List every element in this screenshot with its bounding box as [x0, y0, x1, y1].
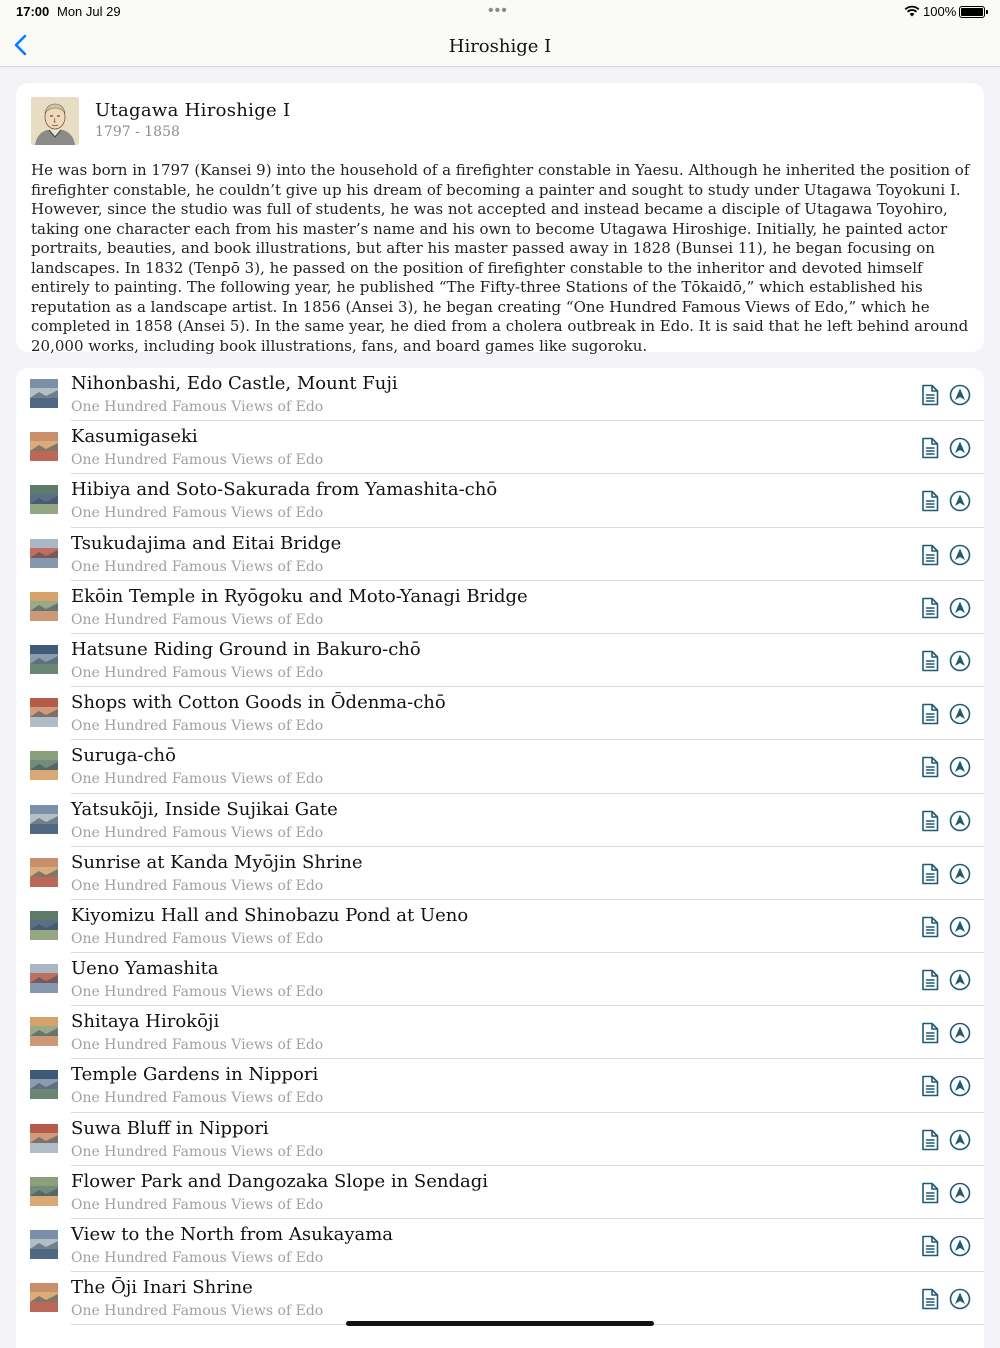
document-icon[interactable] [920, 810, 940, 832]
document-icon[interactable] [920, 756, 940, 778]
ar-view-icon[interactable] [949, 1022, 971, 1044]
artwork-title: Yatsukōji, Inside Sujikai Gate [71, 798, 338, 820]
ar-view-icon[interactable] [949, 597, 971, 619]
artwork-thumbnail [30, 432, 58, 461]
document-icon[interactable] [920, 1235, 940, 1257]
artwork-thumbnail [30, 964, 58, 993]
document-icon[interactable] [920, 969, 940, 991]
status-time: 17:00 [16, 4, 50, 19]
list-item[interactable] [16, 1219, 984, 1272]
document-icon[interactable] [920, 863, 940, 885]
artwork-title: Shops with Cotton Goods in Ōdenma-chō [71, 692, 446, 714]
list-item[interactable] [16, 528, 984, 581]
artwork-thumbnail [30, 911, 58, 940]
artwork-series: One Hundred Famous Views of Edo [71, 1303, 324, 1320]
artwork-thumbnail [30, 698, 58, 727]
list-item[interactable] [16, 581, 984, 634]
document-icon[interactable] [920, 1288, 940, 1310]
home-indicator[interactable] [346, 1321, 654, 1326]
document-icon[interactable] [920, 544, 940, 566]
navigation-bar [0, 24, 1000, 67]
artwork-series: One Hundred Famous Views of Edo [71, 877, 324, 894]
list-item[interactable] [16, 1006, 984, 1059]
document-icon[interactable] [920, 1075, 940, 1097]
document-icon[interactable] [920, 490, 940, 512]
list-item[interactable] [16, 953, 984, 1006]
artwork-thumbnail [30, 858, 58, 887]
artwork-series: One Hundred Famous Views of Edo [71, 1037, 324, 1054]
list-item[interactable] [16, 900, 984, 953]
artwork-title: Ekōin Temple in Ryōgoku and Moto-Yanagi Bridge [71, 585, 528, 607]
artwork-title: Suwa Bluff in Nippori [71, 1117, 269, 1139]
document-icon[interactable] [920, 703, 940, 725]
artwork-series: One Hundred Famous Views of Edo [71, 664, 324, 681]
artwork-title: Flower Park and Dangozaka Slope in Sendagi [71, 1170, 488, 1192]
battery-percentage: 100% [923, 4, 957, 19]
ar-view-icon[interactable] [949, 1129, 971, 1151]
wifi-icon [904, 5, 920, 17]
artwork-series: One Hundred Famous Views of Edo [71, 1143, 324, 1160]
ar-view-icon[interactable] [949, 863, 971, 885]
ar-view-icon[interactable] [949, 703, 971, 725]
artwork-series: One Hundred Famous Views of Edo [71, 824, 324, 841]
list-item[interactable] [16, 1059, 984, 1112]
ar-view-icon[interactable] [949, 810, 971, 832]
artwork-series: One Hundred Famous Views of Edo [71, 611, 324, 628]
artwork-thumbnail [30, 805, 58, 834]
list-item[interactable] [16, 794, 984, 847]
artwork-series: One Hundred Famous Views of Edo [71, 718, 324, 735]
artwork-thumbnail [30, 1124, 58, 1153]
document-icon[interactable] [920, 597, 940, 619]
artwork-thumbnail [30, 1070, 58, 1099]
artwork-title: View to the North from Asukayama [71, 1224, 394, 1245]
artwork-series: One Hundred Famous Views of Edo [71, 558, 324, 575]
ar-view-icon[interactable] [949, 384, 971, 406]
artwork-series: One Hundred Famous Views of Edo [71, 452, 324, 469]
artist-bio-card [16, 83, 984, 355]
artwork-title: Tsukudajima and Eitai Bridge [71, 532, 342, 554]
artwork-title: The Ōji Inari Shrine [71, 1277, 253, 1299]
works-list [16, 368, 984, 1348]
artwork-series: One Hundred Famous Views of Edo [71, 771, 324, 788]
artwork-title: Temple Gardens in Nippori [71, 1064, 319, 1086]
ar-view-icon[interactable] [949, 1182, 971, 1204]
list-item[interactable] [16, 687, 984, 740]
artwork-series: One Hundred Famous Views of Edo [71, 399, 324, 415]
artwork-thumbnail [30, 539, 58, 568]
document-icon[interactable] [920, 437, 940, 459]
artist-name: Utagawa Hiroshige I [95, 100, 291, 121]
artwork-thumbnail [30, 592, 58, 621]
artwork-series: One Hundred Famous Views of Edo [71, 930, 324, 947]
list-item[interactable] [16, 1272, 984, 1325]
ar-view-icon[interactable] [949, 1288, 971, 1310]
artwork-thumbnail [30, 379, 58, 408]
ar-view-icon[interactable] [949, 1235, 971, 1257]
ar-view-icon[interactable] [949, 969, 971, 991]
document-icon[interactable] [920, 916, 940, 938]
artist-years: 1797 - 1858 [95, 124, 180, 140]
multitasking-dots[interactable]: ••• [488, 2, 508, 19]
list-item[interactable] [16, 634, 984, 687]
document-icon[interactable] [920, 1129, 940, 1151]
artwork-title: Nihonbashi, Edo Castle, Mount Fuji [71, 373, 398, 394]
page-title: Hiroshige I [448, 36, 552, 57]
artist-portrait [31, 97, 79, 145]
artwork-thumbnail [30, 1017, 58, 1046]
ar-view-icon[interactable] [949, 916, 971, 938]
document-icon[interactable] [920, 384, 940, 406]
artwork-series: One Hundred Famous Views of Edo [71, 1090, 324, 1107]
ar-view-icon[interactable] [949, 650, 971, 672]
artwork-thumbnail [30, 645, 58, 674]
artwork-thumbnail [30, 485, 58, 514]
artwork-thumbnail [30, 1230, 58, 1259]
ar-view-icon[interactable] [949, 1075, 971, 1097]
status-date: Mon Jul 29 [57, 4, 121, 19]
artwork-series: One Hundred Famous Views of Edo [71, 1250, 324, 1266]
artwork-title: Ueno Yamashita [71, 958, 219, 980]
list-item[interactable] [16, 368, 984, 421]
artwork-title: Suruga-chō [71, 745, 176, 767]
artwork-series: One Hundred Famous Views of Edo [71, 505, 324, 522]
ar-view-icon[interactable] [949, 544, 971, 566]
document-icon[interactable] [920, 1022, 940, 1044]
list-item[interactable] [16, 421, 984, 474]
list-item[interactable] [16, 1113, 984, 1166]
ar-view-icon[interactable] [949, 437, 971, 459]
artwork-series: One Hundred Famous Views of Edo [71, 984, 324, 1001]
artwork-title: Kiyomizu Hall and Shinobazu Pond at Ueno [71, 904, 469, 926]
status-bar [0, 0, 1000, 24]
artwork-title: Sunrise at Kanda Myōjin Shrine [71, 851, 363, 873]
artwork-thumbnail [30, 1283, 58, 1312]
ar-view-icon[interactable] [949, 490, 971, 512]
artwork-series: One Hundred Famous Views of Edo [71, 1196, 324, 1213]
list-item[interactable] [16, 847, 984, 900]
list-item[interactable] [16, 474, 984, 527]
battery-icon [959, 6, 985, 18]
artwork-thumbnail [30, 751, 58, 780]
document-icon[interactable] [920, 1182, 940, 1204]
artwork-title: Shitaya Hirokōji [71, 1011, 220, 1033]
list-item[interactable] [16, 740, 984, 793]
document-icon[interactable] [920, 650, 940, 672]
artwork-title: Kasumigaseki [71, 426, 198, 448]
artwork-title: Hibiya and Soto-Sakurada from Yamashita-chō [71, 479, 498, 501]
ar-view-icon[interactable] [949, 756, 971, 778]
artwork-thumbnail [30, 1177, 58, 1206]
list-item[interactable] [16, 1166, 984, 1219]
artwork-title: Hatsune Riding Ground in Bakuro-chō [71, 638, 421, 660]
artist-biography: He was born in 1797 (Kansei 9) into the household of a firefighter constable in Yaesu. Although he inherited the position of firefighter constable, he couldn’t give up his dream of becoming a painter and sought to study under Utagawa Toyokuni I. However, since the studio was full of students, he was not accepted and instead became a disciple of Utagawa Toyohiro, taking one character each from his master’s name and his own to become Utagawa Hiroshige. Initially, he painted actor portraits, beauties, and book illustrations, but after his master passed away in 1828 (Bunsei 11), he began focusing on landscapes. In 1832 (Tenpō 3), he passed on the position of firefighter constable to the inheritor and devoted himself entirely to painting. The following year, he published “The Fifty-three Stations of the Tōkaidō,” which established his reputation as a landscape artist. In 1856 (Ansei 3), he began creating “One Hundred Famous Views of Edo,” which he completed in 1858 (Ansei 5). In the same year, he died from a cholera outbreak in Edo. It is said that he left behind around 20,000 works, including book illustrations, fans, and board games like sugoroku. [31, 161, 970, 355]
